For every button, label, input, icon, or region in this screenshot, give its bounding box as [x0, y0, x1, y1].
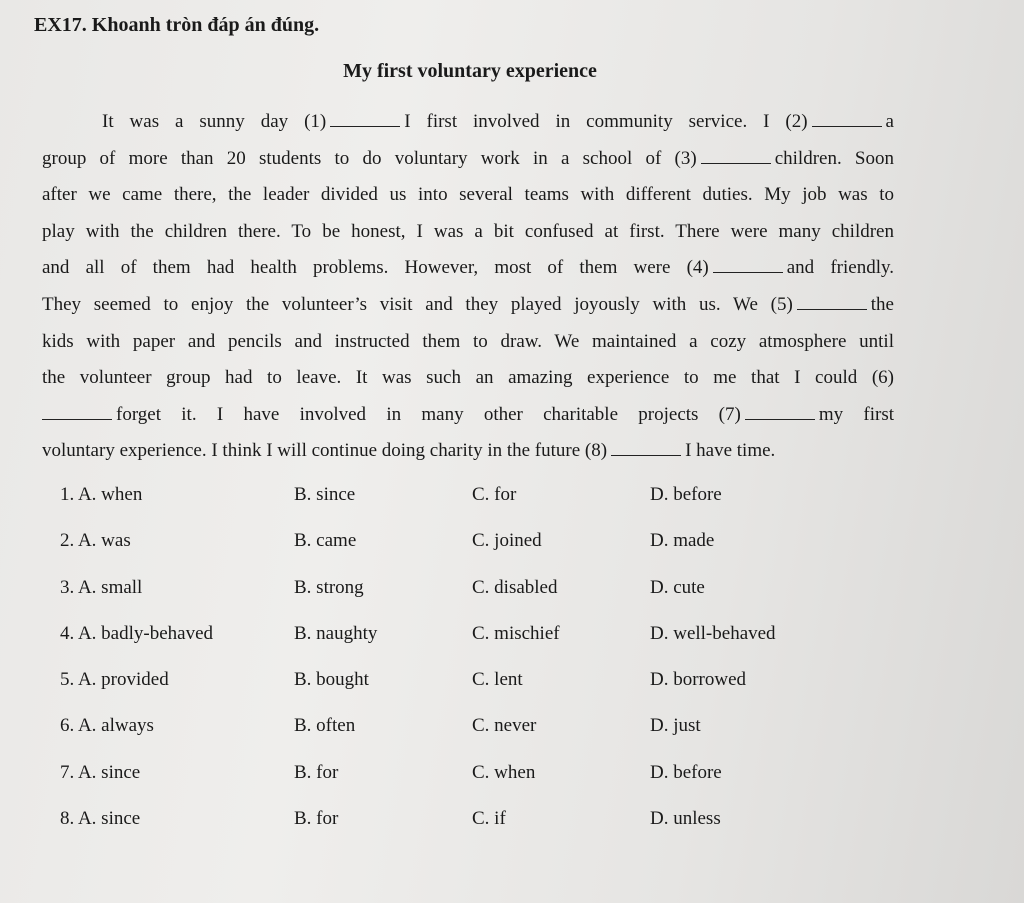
option-d[interactable]: D. well-behaved [650, 622, 776, 644]
passage-text: the volunteer group had to leave. It was such an amazing experience to me that I could (6) [42, 367, 894, 389]
option-b[interactable]: B. for [294, 761, 339, 783]
passage-text: and friendly. [786, 257, 894, 279]
answer-blank-1[interactable] [330, 110, 400, 127]
passage-title: My first voluntary experience [343, 60, 597, 82]
option-c[interactable]: C. if [472, 808, 506, 830]
passage-text: forget it. I have involved in many other charitable projects (7) [116, 403, 741, 425]
passage-line [42, 214, 894, 251]
passage-line [42, 177, 894, 214]
option-b[interactable]: B. naughty [294, 622, 378, 644]
option-a[interactable]: 6. A. always [60, 715, 154, 737]
option-a[interactable]: 4. A. badly-behaved [60, 622, 214, 644]
answer-blank-2[interactable] [812, 110, 882, 127]
answer-blank-3[interactable] [701, 147, 771, 164]
passage-text: group of more than 20 students to do voluntary work in a school of (3) [42, 147, 697, 169]
option-b[interactable]: B. often [294, 715, 356, 737]
option-a[interactable]: 5. A. provided [60, 669, 169, 691]
answer-blank-7[interactable] [745, 403, 815, 420]
option-d[interactable]: D. before [650, 484, 722, 505]
answer-blank-8[interactable] [611, 439, 681, 456]
option-c[interactable]: C. joined [472, 530, 542, 552]
option-c[interactable]: C. when [472, 761, 536, 783]
passage-text: the [870, 293, 894, 315]
option-a[interactable]: 2. A. was [60, 530, 131, 552]
passage-line [42, 141, 894, 178]
option-b[interactable]: B. since [294, 484, 356, 505]
option-c[interactable]: C. for [472, 484, 517, 505]
passage-text: my first [818, 403, 894, 425]
passage-text: after we came there, the leader divided us into several teams with different duties. My job was to [42, 184, 894, 206]
passage-line [42, 433, 894, 470]
option-d[interactable]: D. before [650, 761, 722, 783]
passage-text: I first involved in community service. I (2) [404, 111, 808, 132]
passage-text: and all of them had health problems. However, most of them were (4) [42, 257, 709, 279]
passage-line [42, 397, 894, 434]
passage [42, 104, 894, 470]
passage-line [42, 104, 894, 141]
passage-text: a [885, 111, 894, 132]
passage-text: They seemed to enjoy the volunteer’s visit and they played joyously with us. We (5) [42, 293, 793, 315]
option-b[interactable]: B. bought [294, 669, 369, 691]
passage-line [42, 360, 894, 397]
option-a[interactable]: 1. A. when [60, 484, 143, 505]
option-c[interactable]: C. lent [472, 669, 523, 691]
answer-blank-6[interactable] [42, 403, 112, 420]
option-d[interactable]: D. unless [650, 808, 721, 830]
exercise-title: EX17. Khoanh tròn đáp án đúng. [34, 14, 320, 36]
option-c[interactable]: C. disabled [472, 576, 558, 598]
option-d[interactable]: D. made [650, 530, 715, 552]
option-c[interactable]: C. never [472, 715, 537, 737]
passage-line [42, 287, 894, 324]
answer-blank-4[interactable] [713, 256, 783, 273]
option-b[interactable]: B. strong [294, 576, 364, 598]
passage-text: children. Soon [774, 147, 894, 169]
option-c[interactable]: C. mischief [472, 622, 560, 644]
option-d[interactable]: D. borrowed [650, 669, 747, 691]
passage-text: voluntary experience. I think I will continue doing charity in the future (8) [42, 440, 608, 462]
passage-text: I have time. [685, 440, 776, 462]
passage-text: play with the children there. To be honest, I was a bit confused at first. There were many children [42, 220, 894, 242]
option-d[interactable]: D. cute [650, 576, 705, 598]
option-a[interactable]: 3. A. small [60, 576, 143, 598]
option-b[interactable]: B. came [294, 530, 357, 552]
passage-line [42, 250, 894, 287]
passage-text: kids with paper and pencils and instructed them to draw. We maintained a cozy atmosphere until [42, 330, 894, 352]
option-b[interactable]: B. for [294, 808, 339, 830]
passage-line [42, 324, 894, 361]
answer-blank-5[interactable] [797, 293, 867, 310]
option-d[interactable]: D. just [650, 715, 701, 737]
option-a[interactable]: 7. A. since [60, 761, 141, 783]
option-a[interactable]: 8. A. since [60, 808, 141, 830]
passage-text: It was a sunny day (1) [102, 111, 327, 132]
